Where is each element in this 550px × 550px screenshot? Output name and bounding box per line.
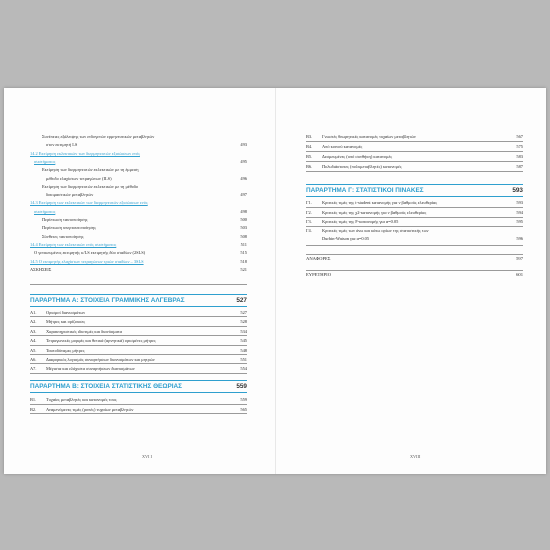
toc-entry-title: στον εκτιμητή LS: [46, 142, 78, 148]
references-entry: [306, 254, 523, 263]
appendix-c-heading: [306, 184, 523, 197]
entry-title: Κριτικές τιμές της F-κατανομής για α=0.05: [322, 219, 399, 224]
toc-entry-title: συστήματος: [34, 158, 56, 164]
entry-code: Α2.: [30, 319, 37, 325]
toc-entry-title: 14.2 Εκτίμηση εκλεκτικών των διερμηνευτών εξισώσεων ενός: [30, 150, 140, 156]
entry-title: Δεσμευμένες (υπό συνθήκη) κατανομές: [322, 154, 393, 159]
references-label: ΑΝΑΦΟΡΕΣ: [306, 256, 331, 261]
entry-code: Α7.: [30, 366, 37, 372]
entry-separator: [30, 345, 247, 346]
entry-separator: [306, 245, 523, 246]
appendix-b-heading: [30, 380, 247, 393]
entry-code: Γ4.: [306, 228, 312, 233]
entry-title: Τετραγωνικές μορφές και θετικά (αρνητικά) ορισμένες μήτρες: [46, 338, 156, 344]
entry-page: 595: [516, 219, 523, 224]
toc-entry-page: 495: [240, 158, 247, 164]
appendix-a-title: ΠΑΡΑΡΤΗΜΑ Α: ΣΤΟΙΧΕΙΑ ΓΡΑΜΜΙΚΗΣ ΑΛΓΕΒΡΑΣ: [30, 297, 185, 304]
left-page: [4, 88, 275, 474]
toc-entry-title: συστήματος: [34, 208, 56, 214]
toc-entry-title: ΑΣΚΗΣΕΙΣ: [30, 266, 52, 272]
index-entry: [306, 270, 523, 279]
entry-code: Α6.: [30, 357, 37, 362]
toc-entry-title: Συνέπειες εξάλειψης των ενδογενών ερμηνευτικών μεταβλητών: [42, 134, 155, 139]
toc-entry-page: 498: [240, 208, 247, 214]
entry-separator: [30, 373, 247, 374]
entry-separator: [30, 335, 247, 336]
entry-title: Πολυδιάστατες (πολυμεταβλητές) κατανομές: [322, 164, 402, 169]
entry-page: 596: [516, 236, 523, 241]
entry-code: Β6.: [306, 164, 313, 169]
entry-code: Γ2.: [306, 210, 312, 215]
entry-separator: [30, 413, 247, 414]
entry-code: Β5.: [306, 154, 313, 159]
entry-page: 587: [516, 164, 523, 169]
toc-entry-title: Σύνθετες ταυτοποίησης: [42, 233, 84, 239]
appendix-a-heading: [30, 294, 247, 307]
entry-page: 565: [240, 406, 247, 412]
entry-separator: [306, 207, 523, 208]
entry-separator: [306, 217, 523, 218]
entry-title: Μέγιστα και ελάχιστα συναρτήσεων διανυσμάτων: [46, 366, 135, 372]
entry-title-line2: Durbin-Watson για α=0.05: [322, 236, 370, 241]
entry-page: 527: [240, 310, 247, 315]
entry-page: 583: [516, 154, 523, 159]
entry-separator: [306, 161, 523, 162]
entry-title: Από κοινού κατανομές: [322, 144, 363, 149]
appendix-b-title: ΠΑΡΑΡΤΗΜΑ Β: ΣΤΟΙΧΕΙΑ ΣΤΑΤΙΣΤΙΚΗΣ ΘΕΩΡΙΑΣ: [30, 383, 182, 390]
appendix-c-page: 593: [512, 187, 523, 194]
entry-page: 567: [516, 134, 523, 139]
toc-entry-title: Εκτίμηση των διερμηνευτών εκλεκτικών με τη μέθοδο: [42, 183, 139, 189]
toc-entry-title: Περίπτωση υπερταυτοποίησης: [42, 225, 96, 231]
book-spread: [4, 88, 546, 474]
toc-entry-page: 497: [240, 192, 247, 198]
entry-title: Αναμενόμενες τιμές (ροπές) τυχαίων μεταβλητών: [46, 406, 134, 412]
toc-entry-page: 511: [240, 241, 247, 247]
toc-entry-title: Περίπτωση ταυτοποίησης: [42, 217, 88, 222]
entry-code: Α3.: [30, 328, 37, 334]
entry-code: Β3.: [306, 134, 313, 139]
toc-entry-title: 14.3 Εκτίμηση των εκλεκτικών των διερμηνευτών εξισώσεων ενός: [30, 200, 148, 206]
entry-title: Μήτρες και ορίζουσες: [46, 319, 86, 325]
entry-title: Γνωστές θεωρητικές κατανομές τυχαίων μεταβλητών: [322, 134, 416, 139]
toc-entry-title: Εκτίμηση των διερμηνευτών εκλεκτικών με τη έμμεση: [42, 167, 139, 173]
entry-separator: [30, 404, 247, 405]
toc-entry-page: 500: [240, 217, 247, 222]
entry-page: 528: [240, 319, 247, 325]
toc-entry-title: 14.5 Ο εκτιμητής ελαχίστων τετραγώνων τριών σταδίων – 3SLS: [30, 258, 144, 264]
toc-entry-page: 493: [240, 142, 247, 148]
references-page: 597: [516, 256, 523, 261]
page-number-left: XVI I: [142, 454, 152, 459]
entry-page: 593: [516, 200, 523, 205]
appendix-c-title: ΠΑΡΑΡΤΗΜΑ Γ: ΣΤΑΤΙΣΤΙΚΟΙ ΠΙΝΑΚΕΣ: [306, 187, 424, 194]
entry-title: Κριτικές τιμές της χ2-κατανομής για ν βαθμούς ελευθερίας: [322, 210, 427, 215]
index-page: 601: [516, 272, 523, 277]
toc-entry-page: 515: [240, 250, 247, 256]
entry-title: Τυχαίες μεταβλητές και κατανομές τους: [46, 397, 117, 402]
page-number-right: XVIII: [410, 454, 421, 459]
divider: [30, 284, 247, 285]
toc-entry-page: 508: [240, 233, 247, 239]
entry-title: Κριτικές τιμές των άνω και κάτω ορίων της στατιστικής των: [322, 228, 429, 233]
entry-separator: [306, 151, 523, 152]
appendix-b-page: 559: [236, 383, 247, 390]
entry-code: Α5.: [30, 347, 37, 353]
entry-separator: [30, 354, 247, 355]
toc-entry-title: μέθοδο ελαχίστων τετραγώνων (ILS): [46, 175, 112, 181]
toc-entry-title: δοκιμαστικών μεταβλητών: [46, 192, 94, 198]
toc-entry-page: 518: [240, 258, 247, 264]
entry-page: 548: [240, 347, 247, 353]
entry-page: 575: [516, 144, 523, 149]
entry-separator: [30, 316, 247, 317]
entry-page: 554: [240, 366, 247, 372]
toc-entry-title: Ο γενικευμένος εκτιμητής κ/LS εκτιμητής δύο σταδίων (2SLS): [34, 250, 146, 256]
entry-title: Ορισμοί διανυσμάτων: [46, 310, 86, 315]
entry-code: Γ1.: [306, 200, 312, 205]
entry-separator: [30, 363, 247, 364]
entry-title: Διαφορικός λογισμός συναρτήσεων διανυσμάτων και μητρών: [46, 357, 155, 362]
entry-code: Α4.: [30, 338, 37, 344]
entry-code: Α1.: [30, 310, 37, 315]
toc-entry-page: 496: [240, 175, 247, 181]
toc-entry-page: 521: [240, 266, 247, 272]
entry-separator: [306, 226, 523, 227]
entry-page: 559: [240, 397, 247, 402]
entry-title: Ταυτοδύναμες μήτρες: [46, 347, 85, 353]
entry-separator: [30, 326, 247, 327]
entry-page: 545: [240, 338, 247, 344]
entry-code: Β4.: [306, 144, 313, 149]
index-label: ΕΥΡΕΤΗΡΙΟ: [306, 272, 332, 277]
entry-separator: [306, 141, 523, 142]
right-page: [276, 88, 546, 474]
toc-entry-page: 503: [240, 225, 247, 231]
entry-page: 594: [516, 210, 523, 215]
appendix-a-page: 527: [236, 297, 247, 304]
entry-page: 551: [240, 357, 247, 362]
entry-page: 534: [240, 328, 247, 334]
entry-code: Β2.: [30, 406, 37, 412]
toc-entry-title: 14.4 Εκτίμηση των εκλεκτικών ενός συστήματος: [30, 241, 117, 247]
entry-separator: [306, 171, 523, 172]
entry-title: Χαρακτηριστικές ιδιοτιμές και διανύσματα: [46, 328, 122, 334]
entry-code: Γ3.: [306, 219, 312, 224]
entry-code: Β1.: [30, 397, 37, 402]
entry-title: Κριτικές τιμές της t-student κατανομής για ν βαθμούς ελευθερίας: [322, 200, 438, 205]
